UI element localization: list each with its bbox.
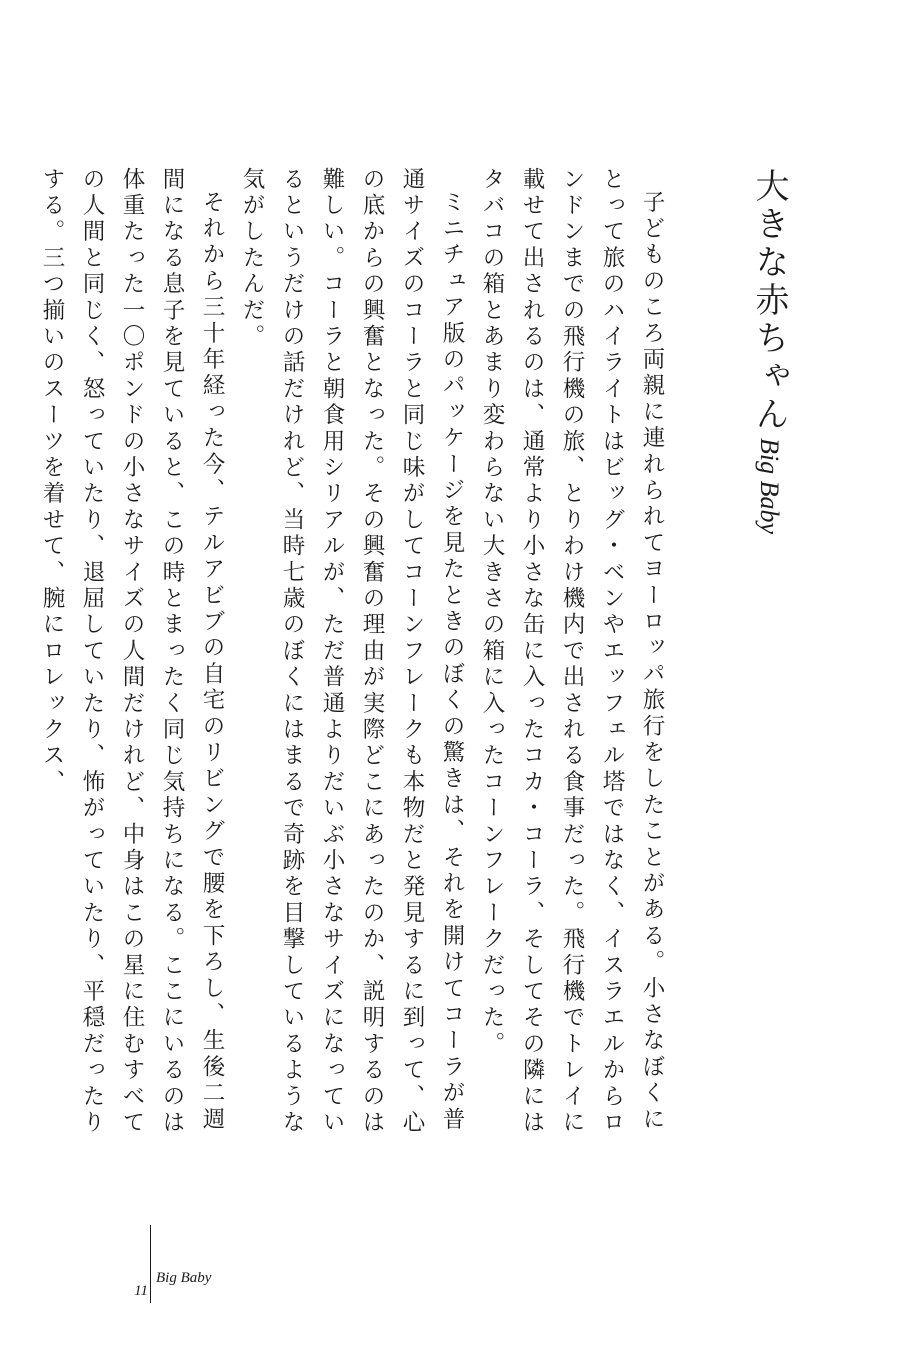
running-title: Big Baby: [156, 1270, 212, 1286]
chapter-title-japanese: 大きな赤ちゃん: [749, 168, 789, 434]
chapter-title-english: Big Baby: [755, 438, 784, 535]
body-paragraph-2: ミニチュア版のパッケージを見たときのぼくの驚きは、それを開けてコーラが普通サイズのコーラと同じ味がしてコーンフレークも本物だと発見するに到って、心の底からの興奮となった。その興奮の理由が実際どこにあったのか、説明するのは難しい。コーラと朝食用シリアルが、ただ普通よりだいぶ小さなサイズになっているというだけの話だけれど、当時七歳のぼくにはまるで奇跡を目撃しているような気がしたんだ。: [239, 167, 465, 1137]
body-paragraph-1: 子どものころ両親に連れられてヨーロッパ旅行をしたことがある。小さなぼくにとって旅のハイライトはビッグ・ベンやエッフェル塔ではなく、イスラエルからロンドンまでの飛行機の旅、とりわけ機内で出される食事だった。飛行機でトレイに載せて出されるのは、通常より小さな缶に入ったコカ・コーラ、そしてその隣にはタバコの箱とあまり変わらない大きさの箱に入ったコーンフレークだった。: [479, 167, 665, 1137]
chapter-body: [39, 167, 672, 1137]
footer-divider: [150, 1225, 151, 1303]
body-paragraph-3: それから三十年経った今、テルアビブの自宅のリビングで腰を下ろし、生後二週間になる息子を見ていると、この時とまったく同じ気持ちになる。ここにいるのは体重たった一〇ポンドの小さなサイズの人間だけれど、中身はこの星に住むすべての人間と同じく、怒っていたり、退屈していたり、怖がっていたり、平穏だったりする。三つ揃いのスーツを着せて、腕にロレックス、: [39, 167, 225, 1137]
page-number: 11: [134, 1283, 148, 1299]
